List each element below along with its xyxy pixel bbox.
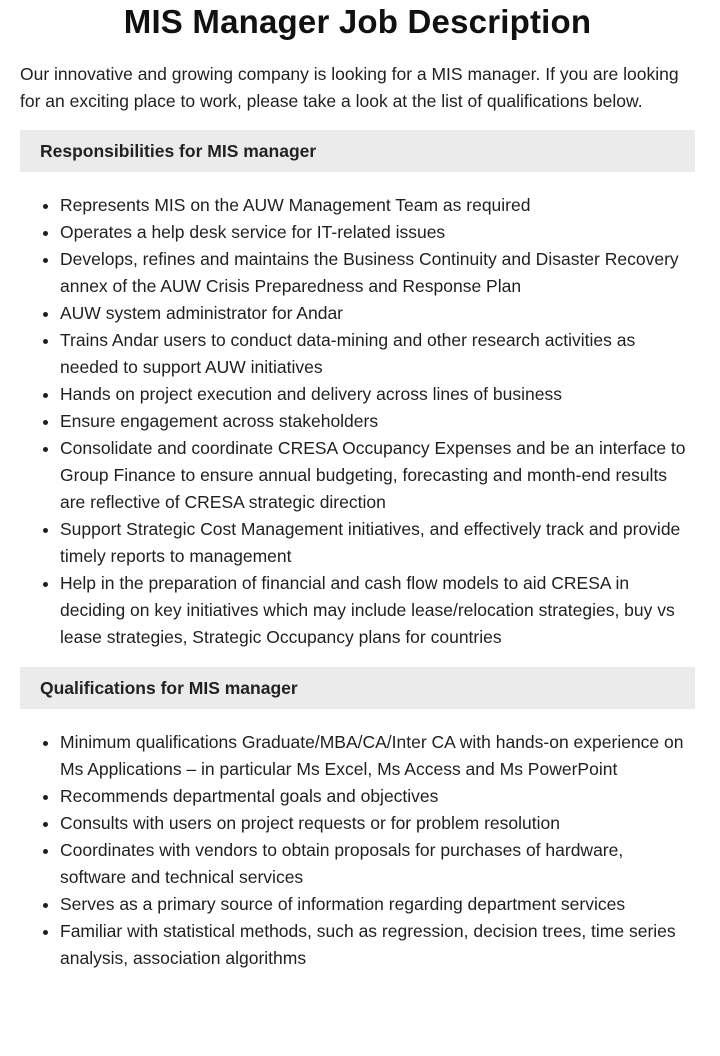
list-item: • Support Strategic Cost Management initiatives, and effectively track and provide timely reports to management (60, 516, 695, 570)
intro-paragraph: Our innovative and growing company is looking for a MIS manager. If you are looking for an exciting place to work, please take a look at the list of qualifications below. (20, 64, 679, 111)
list-item: • Minimum qualifications Graduate/MBA/CA/Inter CA with hands-on experience on Ms Applications – in particular Ms Excel, Ms Access and Ms PowerPoint (60, 729, 695, 783)
page-title: MIS Manager Job Description (123, 3, 592, 40)
list-item: • Operates a help desk service for IT-related issues (60, 219, 695, 246)
list-item: • AUW system administrator for Andar (60, 300, 695, 327)
list-item: • Serves as a primary source of information regarding department services (60, 891, 695, 918)
list-item: • Recommends departmental goals and objectives (60, 783, 695, 810)
list-item: • Hands on project execution and delivery across lines of business (60, 381, 695, 408)
list-item: • Familiar with statistical methods, such as regression, decision trees, time series analysis, association algorithms (60, 918, 695, 972)
responsibilities-list (20, 192, 695, 651)
list-item: • Trains Andar users to conduct data-mining and other research activities as needed to support AUW initiatives (60, 327, 695, 381)
list-item: • Consults with users on project requests or for problem resolution (60, 810, 695, 837)
qualifications-list (20, 729, 695, 972)
list-item: • Help in the preparation of financial and cash flow models to aid CRESA in deciding on key initiatives which may include lease/relocation strategies, buy vs lease strategies, Strategic Occupancy plans for countries (60, 570, 695, 651)
list-item: • Coordinates with vendors to obtain proposals for purchases of hardware, software and technical services (60, 837, 695, 891)
qualifications-heading: Qualifications for MIS manager (20, 667, 695, 709)
responsibilities-heading: Responsibilities for MIS manager (20, 130, 695, 172)
list-item: • Consolidate and coordinate CRESA Occupancy Expenses and be an interface to Group Finance to ensure annual budgeting, forecasting and month-end results are reflective of CRESA strategic direction (60, 435, 695, 516)
list-item: • Represents MIS on the AUW Management Team as required (60, 192, 695, 219)
list-item: • Ensure engagement across stakeholders (60, 408, 695, 435)
list-item: • Develops, refines and maintains the Business Continuity and Disaster Recovery annex of the AUW Crisis Preparedness and Response Plan (60, 246, 695, 300)
